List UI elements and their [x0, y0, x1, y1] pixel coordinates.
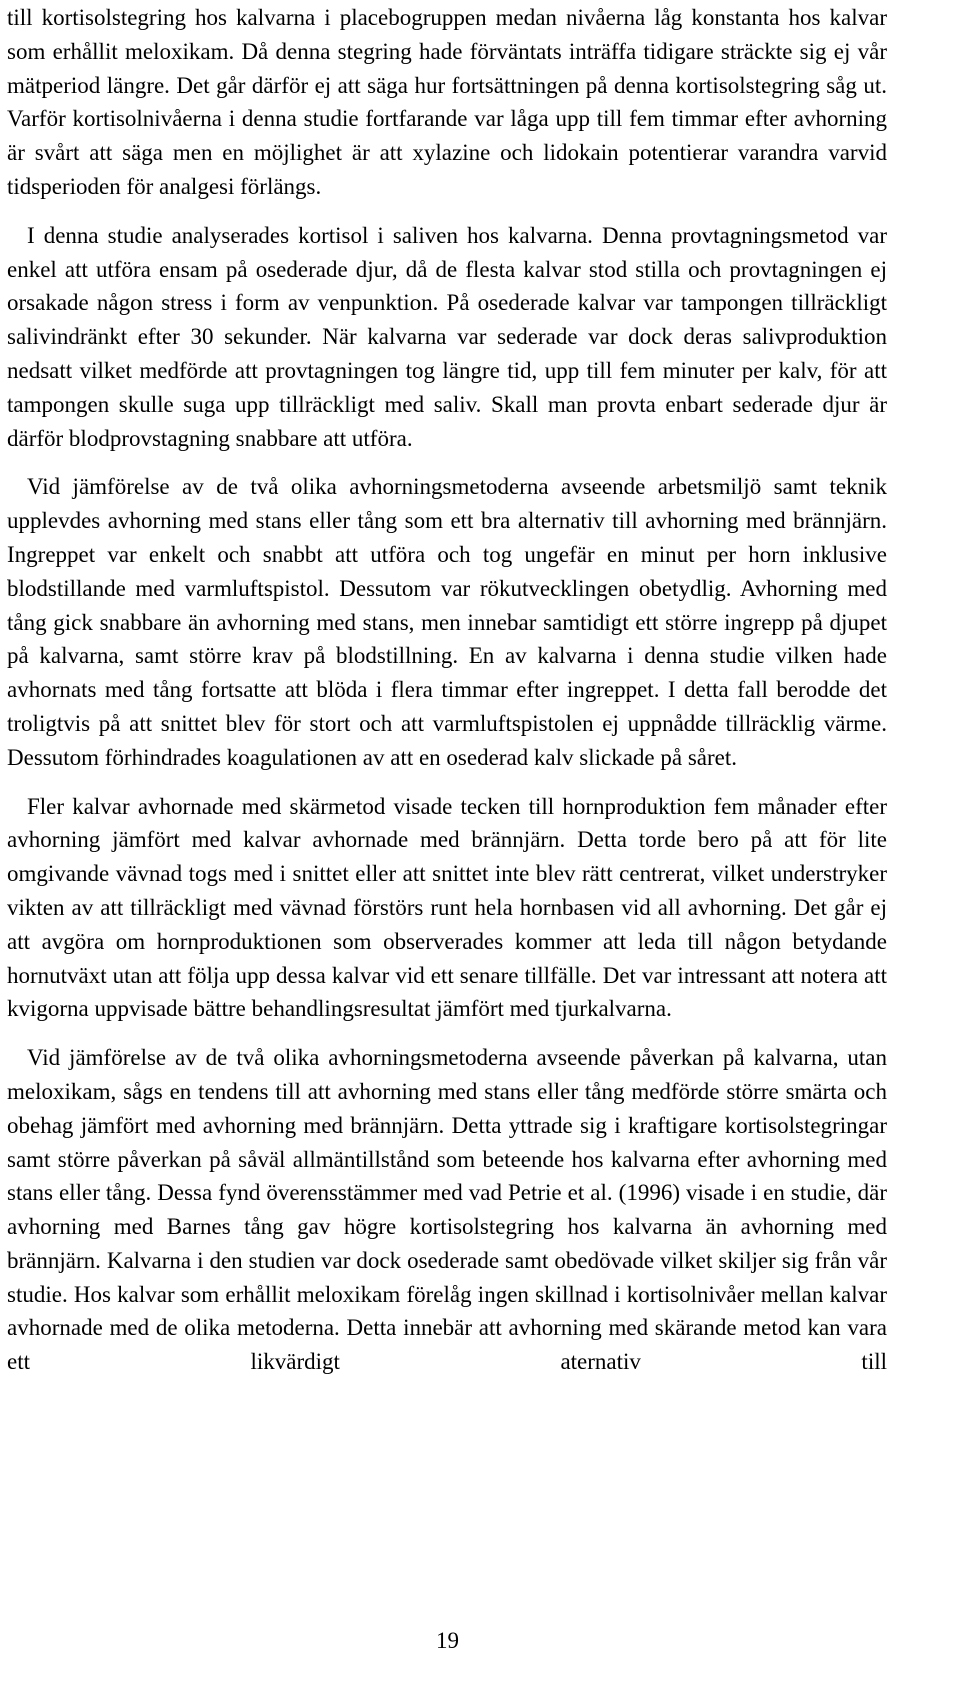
page-number: 19: [436, 1628, 459, 1653]
paragraph-work-environment: Vid jämförelse av de två olika avhorningsmetoderna avseende arbetsmiljö samt teknik upplevdes avhorning med stans eller tång som ett bra alternativ till avhorning med brännjärn. Ingreppet var enkelt och snabbt att utföra och tog ungefär en minut per horn inklusive blodstillande med varmluftspistol. Dessutom var rökutvecklingen obetydlig. Avhorning med tång gick snabbare än avhorning med stans, men innebar samtidigt ett större ingrepp på djupet på kalvarna, samt större krav på blodstillning. En av kalvarna i denna studie vilken hade avhornats med tång fortsatte att blöda i flera timmar efter ingreppet. I detta fall berodde det troligtvis på att snittet blev för stort och att varmluftspistolen ej uppnådde tillräcklig värme. Dessutom förhindrades koagulationen av att en osederad kalv slickade på såret.: [7, 474, 887, 770]
paragraph-pain-comparison: Vid jämförelse av de två olika avhorningsmetoderna avseende påverkan på kalvarna, utan meloxikam, sågs en tendens till att avhorning med stans eller tång medförde större smärta och obehag jämfört med avhorning med brännjärn. Detta yttrade sig i kraftigare kortisolstegringar samt större påverkan på såväl allmäntillstånd som beteende hos kalvarna efter avhorning med stans eller tång. Dessa fynd överensstämmer med vad Petrie et al. (1996) visade i en studie, där avhorning med Barnes tång gav högre kortisolstegring hos kalvarna än avhorning med brännjärn. Kalvarna i den studien var dock osederade samt obedövade vilket skiljer sig från vår studie. Hos kalvar som erhållit meloxikam förelåg ingen skillnad i kortisolnivåer mellan kalvar avhornade med de olika metoderna. Detta innebär att avhorning med skärande metod kan vara ett likvärdigt aternativ till: [7, 1045, 887, 1375]
paragraph-saliva-sampling: I denna studie analyserades kortisol i saliven hos kalvarna. Denna provtagningsmetod var enkel att utföra ensam på osederade djur, då de flesta kalvar stod stilla och provtagningen ej orsakade någon stress i form av venpunktion. På osederade kalvar var tampongen tillräckligt salivindränkt efter 30 sekunder. När kalvarna var sederade var dock deras salivproduktion nedsatt vilket medförde att provtagningen tog längre tid, upp till fem minuter per kalv, för att tampongen skulle suga upp tillräckligt med saliv. Skall man provta enbart sederade djur är därför blodprovstagning snabbare att utföra.: [7, 222, 887, 451]
paragraph-cortisol-continuation: till kortisolstegring hos kalvarna i placebogruppen medan nivåerna låg konstanta hos kalvar som erhållit meloxikam. Då denna stegring hade förväntats inträffa tidigare sträckte sig ej vår mätperiod längre. Det går därför ej att säga hur fortsättningen på denna kortisolstegring såg ut. Varför kortisolnivåerna i denna studie fortfarande var låga upp till fem timmar efter avhorning är svårt att säga men en möjlighet är att xylazine och lidokain potentierar varandra varvid tidsperioden för analgesi förlängs.: [7, 5, 887, 199]
paragraph-horn-production: Fler kalvar avhornade med skärmetod visade tecken till hornproduktion fem månader efter avhorning jämfört med kalvar avhornade med brännjärn. Detta torde bero på att för lite omgivande vävnad togs med i snittet eller att snittet inte blev rätt centrerat, vilket understryker vikten av att tillräckligt med vävnad förstörs runt hela hornbasen vid all avhorning. Det går ej att avgöra om hornproduktionen som observerades kommer att leda till någon betydande hornutväxt utan att följa upp dessa kalvar vid ett senare tillfälle. Det var intressant att notera att kvigorna uppvisade bättre behandlingsresultat jämfört med tjurkalvarna.: [7, 793, 887, 1022]
document-page: [7, 0, 887, 1379]
